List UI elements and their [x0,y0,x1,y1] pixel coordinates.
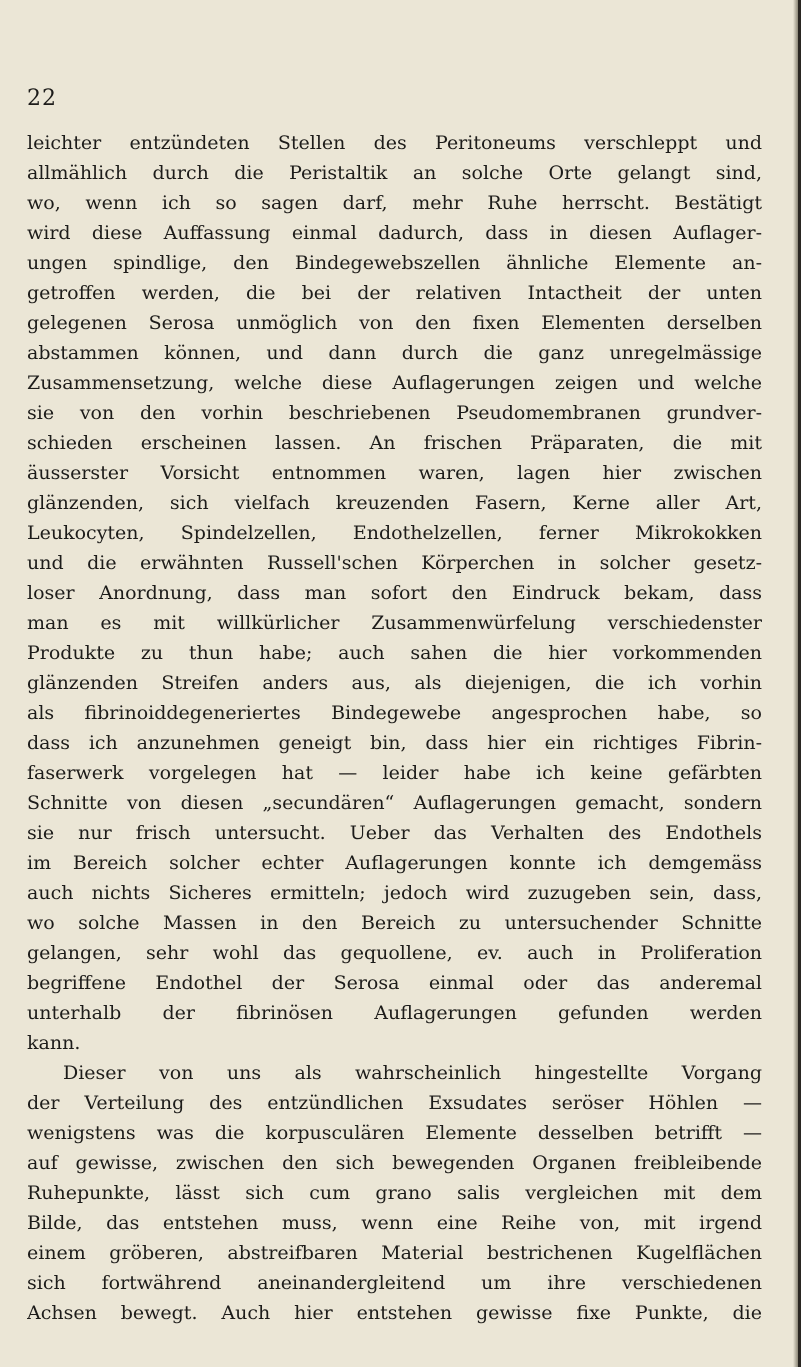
text-line: Dieser von uns als wahrscheinlich hingestellte Vorgang [63,1062,762,1084]
text-line: Schnitte von diesen „secundären“ Auflagerungen gemacht, sondern [27,792,762,814]
text-line: unterhalb der fibrinösen Auflagerungen gefunden werden [27,1002,762,1024]
text-line: ungen spindlige, den Bindegewebszellen ähnliche Elemente an- [27,252,762,274]
text-line: sie nur frisch untersucht. Ueber das Verhalten des Endothels [27,822,762,844]
text-line: einem gröberen, abstreifbaren Material bestrichenen Kugelflächen [27,1242,762,1264]
text-line: und die erwähnten Russell'schen Körperchen in solcher gesetz- [27,552,762,574]
text-line: abstammen können, und dann durch die ganz unregelmässige [27,342,762,364]
text-line: gelegenen Serosa unmöglich von den fixen Elementen derselben [27,312,762,334]
text-line: man es mit willkürlicher Zusammenwürfelung verschiedenster [27,612,762,634]
text-line: als fibrinoiddegeneriertes Bindegewebe angesprochen habe, so [27,702,762,724]
text-line: sich fortwährend aneinandergleitend um ihre verschiedenen [27,1272,762,1294]
text-line: Produkte zu thun habe; auch sahen die hier vorkommenden [27,642,762,664]
text-line: loser Anordnung, dass man sofort den Eindruck bekam, dass [27,582,762,604]
text-line: dass ich anzunehmen geneigt bin, dass hier ein richtiges Fibrin- [27,732,762,754]
text-line: auch nichts Sicheres ermitteln; jedoch wird zuzugeben sein, dass, [27,882,762,904]
text-line: schieden erscheinen lassen. An frischen Präparaten, die mit [27,432,762,454]
text-line: wo solche Massen in den Bereich zu untersuchender Schnitte [27,912,762,934]
text-line: faserwerk vorgelegen hat — leider habe ich keine gefärbten [27,762,762,784]
text-line: leichter entzündeten Stellen des Peritoneums verschleppt und [27,132,762,154]
text-line: wenigstens was die korpusculären Elemente desselben betrifft — [27,1122,762,1144]
text-line: gelangen, sehr wohl das gequollene, ev. auch in Proliferation [27,942,762,964]
body-text [27,128,762,1328]
text-line: sie von den vorhin beschriebenen Pseudomembranen grundver- [27,402,762,424]
text-line: glänzenden, sich vielfach kreuzenden Fasern, Kerne aller Art, [27,492,762,514]
page-number: 22 [27,86,57,111]
text-line: auf gewisse, zwischen den sich bewegenden Organen freibleibende [27,1152,762,1174]
text-line: wo, wenn ich so sagen darf, mehr Ruhe herrscht. Bestätigt [27,192,762,214]
text-line: Zusammensetzung, welche diese Auflagerungen zeigen und welche [27,372,762,394]
text-line: Achsen bewegt. Auch hier entstehen gewisse fixe Punkte, die [27,1302,762,1324]
text-line: wird diese Auffassung einmal dadurch, dass in diesen Auflager- [27,222,762,244]
text-line: allmählich durch die Peristaltik an solche Orte gelangt sind, [27,162,762,184]
text-line: Ruhepunkte, lässt sich cum grano salis vergleichen mit dem [27,1182,762,1204]
text-line: der Verteilung des entzündlichen Exsudates seröser Höhlen — [27,1092,762,1114]
text-line: im Bereich solcher echter Auflagerungen konnte ich demgemäss [27,852,762,874]
text-line: glänzenden Streifen anders aus, als diejenigen, die ich vorhin [27,672,762,694]
text-line: äusserster Vorsicht entnommen waren, lagen hier zwischen [27,462,762,484]
text-line: begriffene Endothel der Serosa einmal oder das anderemal [27,972,762,994]
text-line: Leukocyten, Spindelzellen, Endothelzellen, ferner Mikrokokken [27,522,762,544]
text-line: getroffen werden, die bei der relativen Intactheit der unten [27,282,762,304]
text-line: Bilde, das entstehen muss, wenn eine Reihe von, mit irgend [27,1212,762,1234]
text-line: kann. [27,1032,81,1054]
